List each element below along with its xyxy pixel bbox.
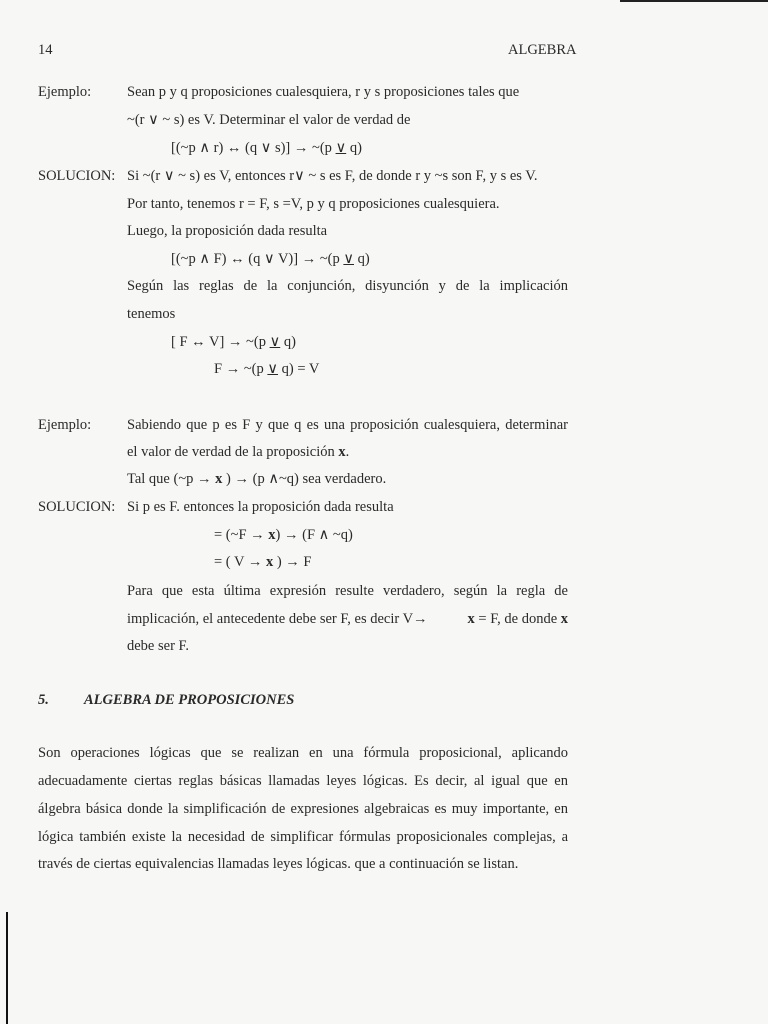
formula-text: ) → (F ∧ ~q) [275,527,353,543]
formula-text: = ( V → [214,554,266,570]
solution2-line1: Si p es F. entonces la proposición dada resulta [127,499,394,515]
formula-text: ) → F [273,554,312,570]
formula-text: q) = V [278,361,320,377]
example1-formula [171,139,362,157]
text: ) → (p ∧~q) sea verdadero. [222,471,387,487]
example-label: Ejemplo: [38,84,92,100]
formula-text: [(~p ∧ F) ↔ (q ∨ V)] → ~(p [171,251,344,267]
text: = F, de donde [474,611,561,627]
section-title: ALGEBRA DE PROPOSICIONES [84,692,295,708]
section-paragraph-line: lógica también existe la necesidad de simplificar fórmulas proposicionales complejas, a [38,829,568,845]
example-label: Ejemplo: [38,417,92,433]
text: Tal que (~p → [127,471,216,487]
text: el valor de verdad de la proposición [127,444,339,460]
scan-edge-top [620,0,768,2]
text: implicación, el antecedente debe ser F, es decir V→ [127,611,428,627]
text-group [468,610,568,628]
exclusive-or-operator: ∨ [343,251,354,267]
formula-text: = (~F → [214,527,269,543]
section-paragraph-line: Son operaciones lógicas que se realizan en una fórmula proposicional, aplicando [38,745,568,761]
example2-line2 [127,443,349,461]
solution2-formula2 [214,553,312,571]
solution2-para3: debe ser F. [127,638,190,654]
formula-text: q) [280,334,296,350]
example2-line3 [127,470,386,488]
solution2-formula1 [214,526,353,544]
solution-label: SOLUCION: [38,499,116,515]
variable-x: x [467,611,475,627]
exclusive-or-operator: ∨ [335,140,347,156]
solution1-line1: Si ~(r ∨ ~ s) es V, entonces r∨ ~ s es F, de donde r y ~s son F, y s es V. [127,168,538,184]
variable-x: x [265,554,274,570]
solution1-line3: Luego, la proposición dada resulta [127,223,328,239]
section-paragraph-line: adecuadamente ciertas reglas básicas llamadas leyes lógicas. Es decir, al igual que en [38,773,568,789]
section-number: 5. [38,692,49,708]
exclusive-or-operator: ∨ [269,334,281,350]
formula-text: [ F ↔ V] → ~(p [171,334,270,350]
page-number: 14 [38,42,53,58]
formula-text: q) [354,251,370,267]
solution1-formula1 [171,250,370,268]
variable-x: x [215,471,223,487]
solution1-formula3 [214,360,319,378]
formula-text: q) [346,140,362,156]
scan-edge-left [6,912,8,1024]
solution1-line4: Según las reglas de la conjunción, disyunción y de la implicación [127,278,568,294]
section-paragraph-line: través de ciertas equivalencias llamadas leyes lógicas. que a continuación se listan. [38,856,519,872]
example1-line1: Sean p y q proposiciones cualesquiera, r y s proposiciones tales que [127,84,520,100]
variable-x: x [560,611,568,627]
solution2-para2 [127,610,568,628]
solution1-line5: tenemos [127,306,176,322]
section-paragraph-line: álgebra básica donde la simplificación de expresiones algebraicas es muy importante, en [38,801,568,817]
text: . [345,444,350,460]
variable-x: x [338,444,346,460]
formula-text: [(~p ∧ r) ↔ (q ∨ s)] → ~(p [171,140,336,156]
solution2-para1: Para que esta última expresión resulte verdadero, según la regla de [127,583,568,599]
running-title: ALGEBRA [508,42,577,58]
exclusive-or-operator: ∨ [267,361,278,377]
example2-line1: Sabiendo que p es F y que q es una proposición cualesquiera, determinar [127,417,568,433]
solution1-formula2 [171,333,296,351]
formula-text: F → ~(p [214,361,268,377]
example1-line2: ~(r ∨ ~ s) es V. Determinar el valor de verdad de [127,112,411,128]
solution1-line2: Por tanto, tenemos r = F, s =V, p y q proposiciones cualesquiera. [127,196,500,212]
variable-x: x [268,527,276,543]
solution-label: SOLUCION: [38,168,116,184]
